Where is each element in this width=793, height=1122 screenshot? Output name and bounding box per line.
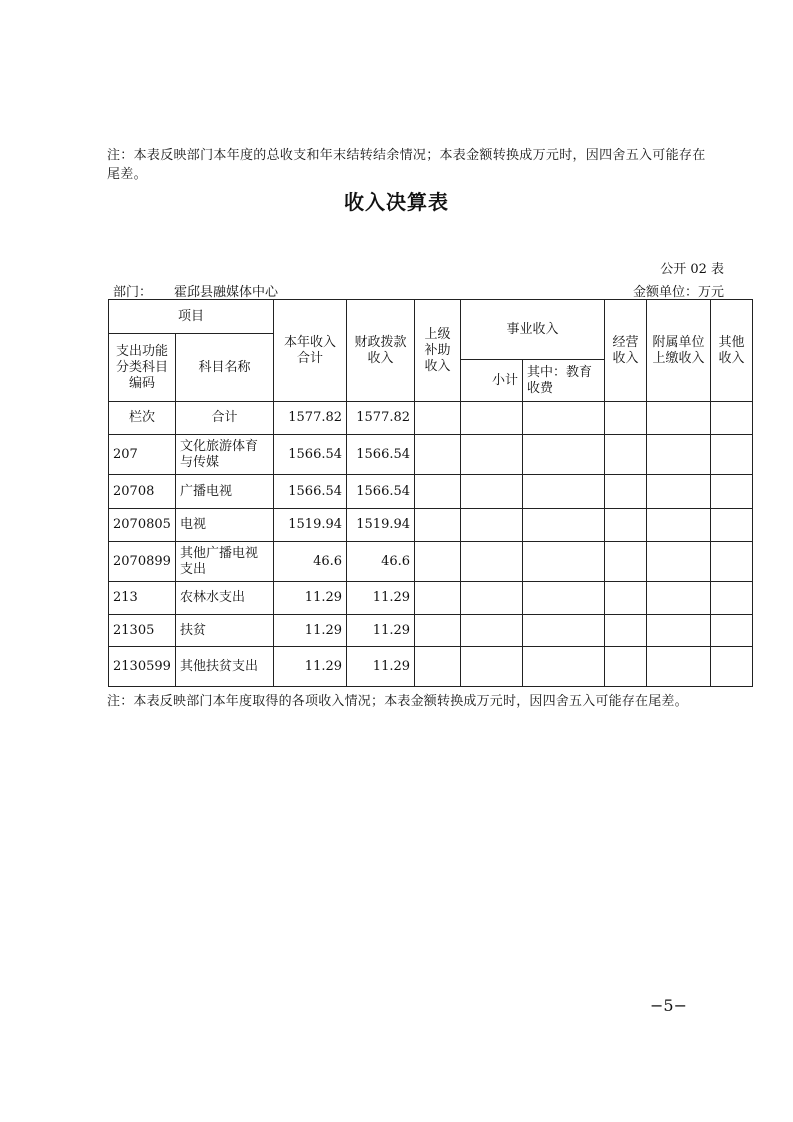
header-func-code: 支出功能分类科目编码 (109, 334, 176, 402)
header-total: 本年收入合计 (274, 300, 347, 402)
empty-cell (711, 509, 753, 542)
header-affiliated: 附属单位上缴收入 (647, 300, 711, 402)
empty-cell (461, 402, 523, 435)
empty-cell (647, 542, 711, 582)
row-name: 扶贫 (176, 615, 274, 647)
row-total: 1566.54 (274, 475, 347, 509)
row-code: 21305 (109, 615, 176, 647)
header-business: 事业收入 (461, 300, 605, 360)
empty-cell (461, 475, 523, 509)
empty-cell (523, 402, 605, 435)
row-name: 农林水支出 (176, 582, 274, 615)
row-total: 11.29 (274, 582, 347, 615)
row-fiscal: 46.6 (347, 542, 415, 582)
total-row (109, 402, 753, 435)
empty-cell (647, 647, 711, 687)
row-name: 电视 (176, 509, 274, 542)
top-note: 注：本表反映部门本年度的总收支和年末结转结余情况；本表金额转换成万元时，因四舍五入可能存在尾差。 (107, 148, 706, 182)
table-row (109, 582, 753, 615)
row-fiscal: 1519.94 (347, 509, 415, 542)
empty-cell (523, 435, 605, 475)
row-name: 广播电视 (176, 475, 274, 509)
empty-cell (647, 402, 711, 435)
page-number: −5− (650, 996, 687, 1015)
empty-cell (523, 509, 605, 542)
row-fiscal: 1566.54 (347, 475, 415, 509)
header-education: 其中：教育收费 (523, 360, 605, 402)
empty-cell (605, 647, 647, 687)
header-subject-name: 科目名称 (176, 334, 274, 402)
empty-cell (711, 582, 753, 615)
empty-cell (605, 435, 647, 475)
income-table (108, 299, 753, 687)
empty-cell (711, 615, 753, 647)
empty-cell (523, 647, 605, 687)
empty-cell (461, 435, 523, 475)
row-total: 46.6 (274, 542, 347, 582)
empty-cell (523, 615, 605, 647)
empty-cell (415, 542, 461, 582)
row-code: 213 (109, 582, 176, 615)
empty-cell (605, 509, 647, 542)
empty-cell (647, 475, 711, 509)
row-name: 文化旅游体育与传媒 (176, 435, 274, 475)
empty-cell (523, 475, 605, 509)
department-label: 部门： (113, 285, 153, 300)
empty-cell (647, 435, 711, 475)
empty-cell (461, 582, 523, 615)
empty-cell (415, 582, 461, 615)
empty-cell (647, 615, 711, 647)
empty-cell (523, 582, 605, 615)
empty-cell (605, 582, 647, 615)
table-row (109, 542, 753, 582)
page-title: 收入决算表 (344, 190, 449, 214)
bottom-note: 注：本表反映部门本年度取得的各项收入情况；本表金额转换成万元时，因四舍五入可能存在尾差。 (107, 694, 688, 709)
empty-cell (605, 615, 647, 647)
empty-cell (415, 475, 461, 509)
row-name: 其他扶贫支出 (176, 647, 274, 687)
total-row-total: 1577.82 (274, 402, 347, 435)
table-row (109, 615, 753, 647)
empty-cell (415, 402, 461, 435)
empty-cell (711, 475, 753, 509)
header-other: 其他收入 (711, 300, 753, 402)
empty-cell (415, 435, 461, 475)
empty-cell (605, 542, 647, 582)
empty-cell (523, 542, 605, 582)
row-code: 2130599 (109, 647, 176, 687)
row-total: 1566.54 (274, 435, 347, 475)
empty-cell (415, 615, 461, 647)
empty-cell (647, 582, 711, 615)
header-fiscal: 财政拨款收入 (347, 300, 415, 402)
header-superior: 上级补助收入 (415, 300, 461, 402)
empty-cell (711, 435, 753, 475)
empty-cell (647, 509, 711, 542)
empty-cell (461, 647, 523, 687)
row-code: 2070805 (109, 509, 176, 542)
department-name: 霍邱县融媒体中心 (174, 285, 279, 300)
row-total: 1519.94 (274, 509, 347, 542)
header-operating: 经营收入 (605, 300, 647, 402)
row-fiscal: 11.29 (347, 615, 415, 647)
department-line (113, 281, 278, 300)
row-fiscal: 11.29 (347, 647, 415, 687)
table-row (109, 647, 753, 687)
empty-cell (415, 509, 461, 542)
empty-cell (711, 402, 753, 435)
table-row (109, 509, 753, 542)
row-fiscal: 1566.54 (347, 435, 415, 475)
row-fiscal: 11.29 (347, 582, 415, 615)
row-code: 207 (109, 435, 176, 475)
table-code: 公开 02 表 (660, 262, 724, 277)
total-row-label: 栏次 (109, 402, 176, 435)
row-total: 11.29 (274, 647, 347, 687)
header-subtotal: 小计 (461, 360, 523, 402)
empty-cell (605, 475, 647, 509)
row-code: 20708 (109, 475, 176, 509)
empty-cell (605, 402, 647, 435)
total-row-fiscal: 1577.82 (347, 402, 415, 435)
table-row (109, 435, 753, 475)
header-row-1 (109, 300, 753, 334)
table-row (109, 475, 753, 509)
empty-cell (711, 647, 753, 687)
row-code: 2070899 (109, 542, 176, 582)
row-total: 11.29 (274, 615, 347, 647)
empty-cell (461, 615, 523, 647)
header-item: 项目 (109, 300, 274, 334)
empty-cell (415, 647, 461, 687)
total-row-name: 合计 (176, 402, 274, 435)
empty-cell (711, 542, 753, 582)
unit-label: 金额单位：万元 (632, 285, 724, 300)
row-name: 其他广播电视支出 (176, 542, 274, 582)
empty-cell (461, 542, 523, 582)
empty-cell (461, 509, 523, 542)
